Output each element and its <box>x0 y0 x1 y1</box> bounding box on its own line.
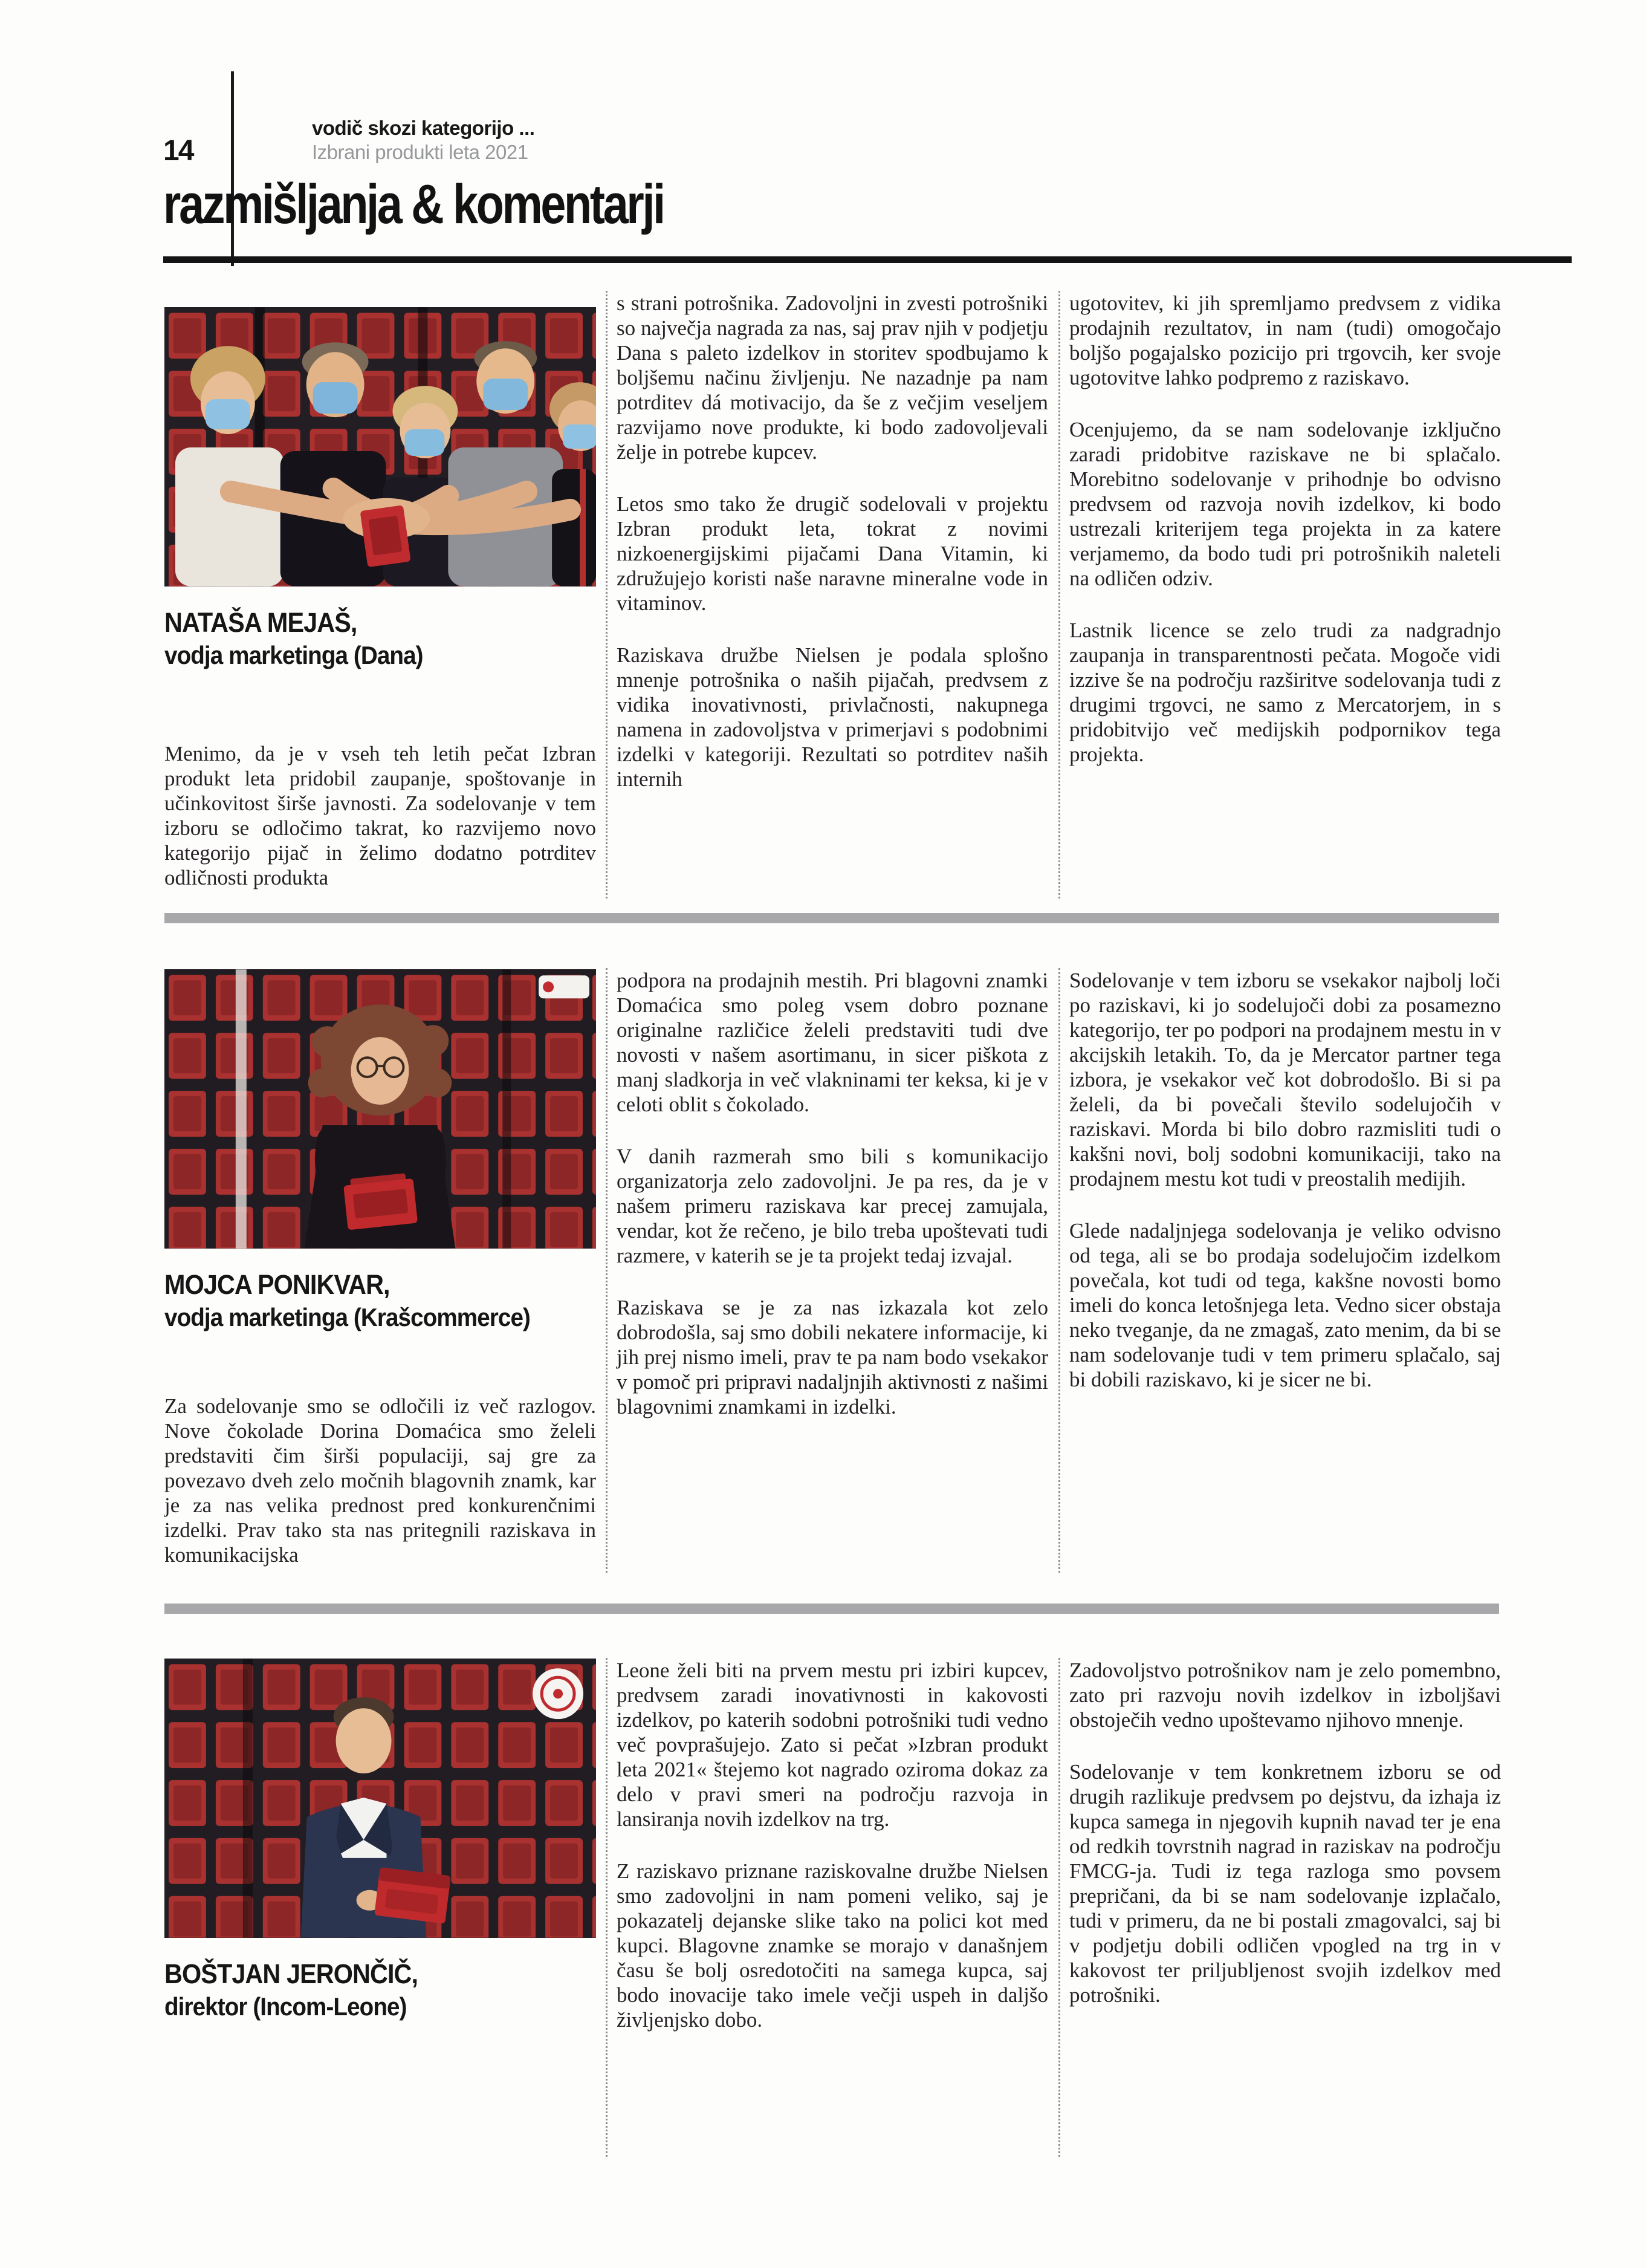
left-column <box>164 1658 596 2023</box>
person-role: vodja marketinga (Dana) <box>164 641 423 669</box>
person-silhouette <box>549 382 596 586</box>
red-award-card <box>360 505 410 567</box>
paragraph: Raziskava se je za nas izkazala kot zelo dobrodošla, saj smo dobili nekatere informacije, ki jih prej nismo imeli, prav te pa nam bodo vsekakor v pomoč pri pripravi nadaljnjih aktivnosti z našimi blagovnimi znamkami in izdelki. <box>617 1296 1048 1418</box>
red-award-box <box>374 1867 451 1924</box>
section-divider <box>164 913 1499 923</box>
header-vertical-rule <box>231 71 234 266</box>
paragraph: Glede nadaljnjega sodelovanja je veliko odvisno od tega, ali se bo prodaja sodelujočim izdelkom povečala, kot tudi od tega, kakšne novosti bomo imeli do konca letošnjega leta. Vedno sicer obstaja neko tveganje, da ne zmagaš, zato menim, da bi se nam sodelovanje tudi v tem primeru splačalo, saj bi dobili raziskavo, ki je sicer ne bi. <box>1069 1219 1501 1391</box>
left-column-text <box>164 1394 596 1567</box>
person-name: NATAŠA MEJAŠ, <box>164 607 357 638</box>
paragraph: Sodelovanje v tem konkretnem izboru se od drugih razlikuje predvsem po dejstvu, da izhaja iz kupca samega in njegovih kupnih navad ter je ena od redkih tovrstnih nagrad in raziskav na področju FMCG-ja. Tudi iz tega razloga smo povsem prepričani, da bi se nam sodelovanje izplačalo, tudi v primeru, da ne bi postali zmagovalci, saj bi v podjetju dobili odličen vpogled na trg in v kakovost ter priljubljenost svojih izdelkov med potrošniki. <box>1069 1760 1501 2007</box>
kicker-line-bold: vodič skozi kategorijo ... <box>312 117 535 139</box>
person-name: MOJCA PONIKVAR, <box>164 1269 390 1300</box>
paragraph: V danih razmerah smo bili s komunikacijo organizatorja zelo zadovoljni. Je pa res, da je v našem primeru raziskava kar precej zamujala, vendar, kot že rečeno, je bilo treba upoštevati tudi razmere, v katerih se je ta projekt tedaj izvajal. <box>617 1145 1048 1267</box>
paragraph: Sodelovanje v tem izboru se vsekakor najbolj loči po raziskavi, ki jo sodelujoči dobi za posamezno kategorijo, ter po podpori na prodajnem mestu in v akcijskih letakih. To, da je Mercator partner tega izbora, je vsekakor več kot dobrodošlo. Bi si pa želeli, da bi povečali število sodelujočih v raziskavi. Morda bi bilo dobro razmisliti tudi o kakšni novi, bolj sodobni komunikaciji, tako na prodajnem mestu kot tudi v preostalih medijih. <box>1069 969 1501 1191</box>
paragraph: Za sodelovanje smo se odločili iz več razlogov. Nove čokolade Dorina Domaćica smo želeli predstaviti čim širši populaciji, saj gre za povezavo dveh zelo močnih blagovnih znamk, kar je za nas velika prednost pred konkurenčnimi izdelki. Prav tako sta nas pritegnili raziskava in komunikacijska <box>164 1394 596 1567</box>
column-separator-dotted <box>606 291 608 898</box>
column-separator-dotted <box>606 1658 608 2157</box>
paragraph: Zadovoljstvo potrošnikov nam je zelo pomembno, zato pri razvoju novih izdelkov in izboljšavi obstoječih vedno upoštevamo njihovo mnenje. <box>1069 1659 1501 1732</box>
paragraph: Lastnik licence se zelo trudi za nadgradnjo zaupanja in transparentnosti pečata. Mogoče vidi izzive še na področju razširitve sodelovanja tudi z drugimi trgovci, ne samo z Mercatorjem, in s pridobitvijo več medijskih podpornikov tega projekta. <box>1069 619 1501 766</box>
paragraph: Raziskava družbe Nielsen je podala splošno mnenje potrošnika o naših pijačah, predvsem z vidika inovativnosti, privlačnosti, nakupnega namena in zadovoljstva v primerjavi s podobnimi izdelki v kategoriji. Rezultati so potrditev naših internih <box>617 643 1048 791</box>
white-round-logo <box>533 1668 583 1719</box>
kicker-line-gray: Izbrani produkti leta 2021 <box>312 141 528 163</box>
left-column-text <box>164 741 596 890</box>
right-column <box>1069 1658 1501 2035</box>
middle-column <box>617 968 1048 1446</box>
column-separator-dotted <box>1058 291 1060 898</box>
section-dana <box>164 291 1502 898</box>
section-divider <box>164 1604 1499 1614</box>
page-number: 14 <box>163 135 193 167</box>
paragraph: Menimo, da je v vseh teh letih pečat Izbran produkt leta pridobil zaupanje, spoštovanje in učinkovitost širše javnosti. Za sodelovanje v tem izboru se odločimo takrat, ko razvijemo novo kategorijo pijač in želimo dodatno potrditev odličnosti produkta <box>164 742 596 889</box>
paragraph: ugotovitev, ki jih spremljamo predvsem z vidika prodajnih rezultatov, in nam (tudi) omogočajo boljšo pogajalsko pozicijo pri trgovcih, ker svoje ugotovitve lahko podpremo z raziskavo. <box>1069 291 1501 389</box>
paragraph: podpora na prodajnih mestih. Pri blagovni znamki Domaćica smo poleg vsem dobro poznane originalne različice želeli predstaviti tudi dve novosti v našem asortimanu, in sicer piškota z manj sladkorja in več vlakninami ter keksa, ki je v celoti oblit s čokolado. <box>617 969 1048 1116</box>
right-column <box>1069 291 1501 794</box>
person-name: BOŠTJAN JERONČIČ, <box>164 1958 418 1989</box>
photo-man-suit-award <box>164 1659 596 1938</box>
paragraph: Ocenjujemo, da se nam sodelovanje izključno zaradi pridobitve raziskave ne bi splačalo. Morebitno sodelovanje v prihodnje bo odvisno predvsem od razvoja novih izdelkov, ki bodo ustrezali kriterijem tega projekta in za katere verjamemo, da bodo tudi pri potrošnikih naleteli na odličen odziv. <box>1069 418 1501 590</box>
person-role: direktor (Incom-Leone) <box>164 1992 407 2021</box>
title-rule <box>163 256 1572 263</box>
section-krascommerce <box>164 968 1502 1573</box>
paragraph: s strani potrošnika. Zadovoljni in zvesti potrošniki so največja nagrada za nas, saj prav njih v podjetju Dana s paleto izdelkov in storitev spodbujamo k boljšemu načinu življenju. Ne nazadnje pa nam potrditev dá motivacijo, da še z večjim veseljem razvijamo nove produkte, ki bodo zadovoljevali želje in potrebe kupcev. <box>617 291 1048 464</box>
right-column <box>1069 968 1501 1419</box>
middle-column <box>617 291 1048 819</box>
breadcrumb <box>312 116 534 164</box>
person-role: vodja marketinga (Krašcommerce) <box>164 1303 531 1331</box>
red-product-boxes <box>343 1172 418 1230</box>
paragraph: Letos smo tako že drugič sodelovali v projektu Izbran produkt leta, tokrat z novimi nizkoenergijskimi pijačami Dana Vitamin, ki združujejo koristi naše naravne mineralne vode in vitaminov. <box>617 492 1048 615</box>
photo-group-masks-award <box>164 307 596 586</box>
left-column <box>164 968 596 1594</box>
middle-column <box>617 1658 1048 2059</box>
left-column <box>164 291 596 917</box>
page-title: razmišljanja & komentarji <box>163 174 664 235</box>
paragraph: Z raziskavo priznane raziskovalne družbe Nielsen smo zadovoljni in nam pomeni veliko, saj je pokazatelj dejanske slike tako na polici kot med kupci. Blagovne znamke se morajo v današnjem času še bolj osredotočiti na samega kupca, saj bodo inovacije tako imele večji uspeh in daljšo življenjsko dobo. <box>617 1859 1048 2032</box>
column-separator-dotted <box>606 968 608 1573</box>
column-separator-dotted <box>1058 968 1060 1573</box>
column-separator-dotted <box>1058 1658 1060 2157</box>
paragraph: Leone želi biti na prvem mestu pri izbiri kupcev, predvsem zaradi inovativnosti in kakovosti izdelkov, po katerih sodobni potrošniki tudi vedno več povprašujejo. Zato si pečat »Izbran produkt leta 2021« štejemo kot nagrado oziroma dokaz za delo v pravi smeri na področju razvoja in lansiranja novih izdelkov na trg. <box>617 1659 1048 1831</box>
section-incom-leone <box>164 1658 1502 2157</box>
photo-woman-red-products <box>164 969 596 1249</box>
